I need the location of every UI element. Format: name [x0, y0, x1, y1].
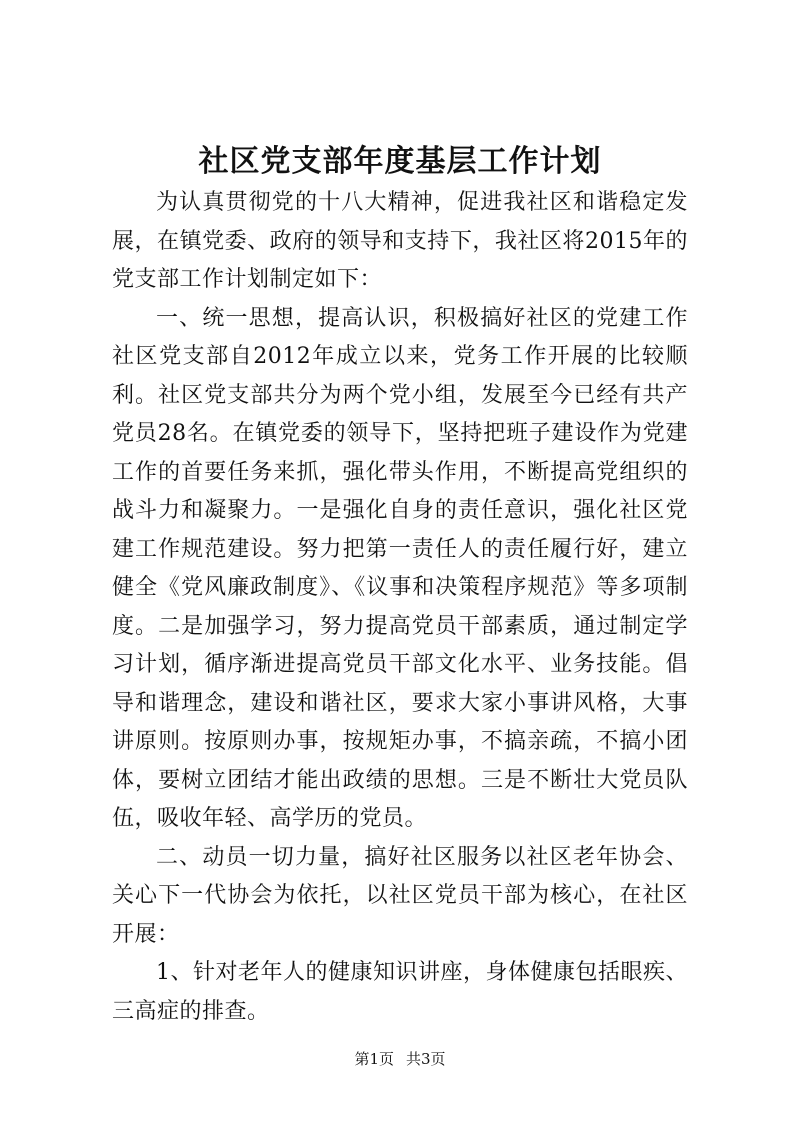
paragraph-intro: 为认真贯彻党的十八大精神，促进我社区和谐稳定发展，在镇党委、政府的领导和支持下，我社区将2015年的党支部工作计划制定如下：: [112, 190, 688, 292]
paragraph-section-1: 一、统一思想，提高认识，积极搞好社区的党建工作社区党支部自2012年成立以来，党务工作开展的比较顺利。社区党支部共分为两个党小组，发展至今已经有共产党员28名。在镇党委的领导下，坚持把班子建设作为党建工作的首要任务来抓，强化带头作用，不断提高党组织的战斗力和凝聚力。一是强化自身的责任意识，强化社区党建工作规范建设。努力把第一责任人的责任履行好，建立健全《党风廉政制度》、《议事和决策程序规范》等多项制度。二是加强学习，努力提高党员干部素质，通过制定学习计划，循序渐进提高党员干部文化水平、业务技能。倡导和谐理念，建设和谐社区，要求大家小事讲风格，大事讲原则。按原则办事，按规矩办事，不搞亲疏，不搞小团体，要树立团结才能出政绩的思想。三是不断壮大党员队伍，吸收年轻、高学历的党员。: [112, 305, 688, 831]
paragraph-section-2: 二、动员一切力量，搞好社区服务以社区老年协会、关心下一代协会为依托，以社区党员干部为核心，在社区开展：: [112, 844, 688, 947]
page-number: 第1页: [354, 1050, 394, 1068]
paragraph-item-1: 1、针对老年人的健康知识讲座，身体健康包括眼疾、三高症的排查。: [112, 960, 688, 1024]
document-title: 社区党支部年度基层工作计划: [198, 144, 602, 179]
document-body: [112, 184, 688, 1031]
page-footer: [0, 1048, 800, 1070]
page-total: 共3页: [406, 1050, 446, 1068]
